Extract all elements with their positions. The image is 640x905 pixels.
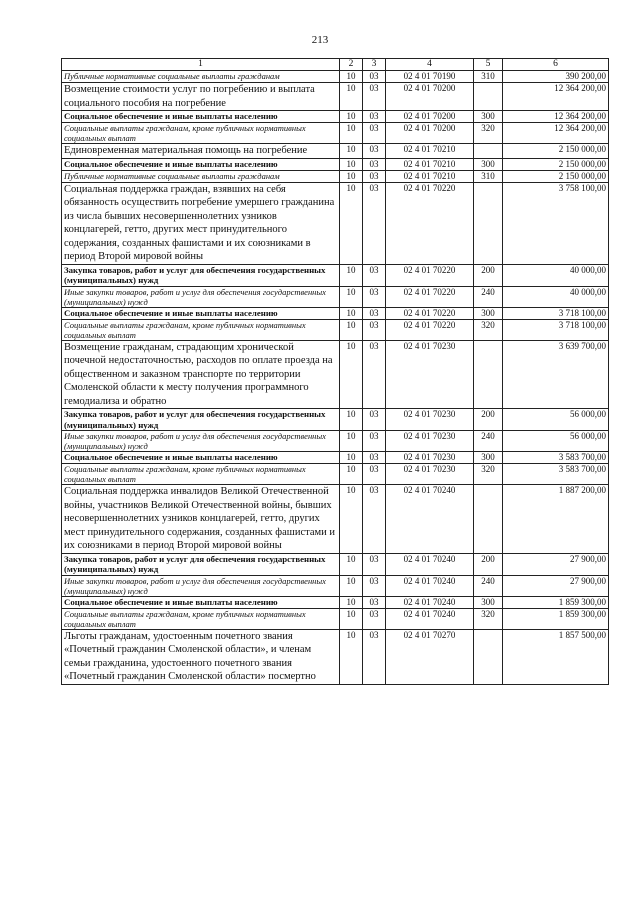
row-subsection-cell: 03	[363, 307, 386, 319]
row-section-cell: 10	[340, 409, 363, 431]
row-name-cell: Единовременная материальная помощь на погребение	[62, 144, 340, 159]
row-expense-type-cell: 300	[474, 111, 503, 123]
budget-table	[61, 58, 609, 685]
table-row	[62, 319, 609, 340]
row-section-cell: 10	[340, 123, 363, 144]
table-row	[62, 307, 609, 319]
row-section-cell: 10	[340, 340, 363, 409]
table-row	[62, 452, 609, 464]
row-name-cell: Иные закупки товаров, работ и услуг для обеспечения государственных (муниципальных) нужд	[62, 431, 340, 452]
row-subsection-cell: 03	[363, 553, 386, 575]
row-subsection-cell: 03	[363, 340, 386, 409]
row-amount-cell: 40 000,00	[503, 264, 609, 286]
row-name-cell: Социальная поддержка граждан, взявших на себя обязанность осуществить погребение умершего гражданина из числа бывших несовершеннолетних узников концлагерей, гетто, других мест принудительного содержания, созданных фашистами и их союзниками в период Второй мировой войны	[62, 182, 340, 264]
row-target-code-cell: 02 4 01 70220	[386, 307, 474, 319]
table-row	[62, 170, 609, 182]
row-target-code-cell: 02 4 01 70200	[386, 123, 474, 144]
row-subsection-cell: 03	[363, 431, 386, 452]
row-amount-cell: 56 000,00	[503, 431, 609, 452]
row-target-code-cell: 02 4 01 70230	[386, 431, 474, 452]
row-name-cell: Социальные выплаты гражданам, кроме публичных нормативных социальных выплат	[62, 319, 340, 340]
row-expense-type-cell: 240	[474, 575, 503, 596]
row-section-cell: 10	[340, 431, 363, 452]
row-expense-type-cell	[474, 83, 503, 111]
row-name-cell: Социальное обеспечение и иные выплаты населению	[62, 307, 340, 319]
column-header-target-code: 4	[386, 59, 474, 71]
row-subsection-cell: 03	[363, 596, 386, 608]
table-row	[62, 608, 609, 629]
table-row	[62, 111, 609, 123]
row-target-code-cell: 02 4 01 70230	[386, 452, 474, 464]
row-target-code-cell: 02 4 01 70200	[386, 111, 474, 123]
row-expense-type-cell: 300	[474, 452, 503, 464]
row-amount-cell: 3 718 100,00	[503, 307, 609, 319]
table-row	[62, 553, 609, 575]
row-expense-type-cell	[474, 629, 503, 684]
column-header-name: 1	[62, 59, 340, 71]
row-expense-type-cell: 320	[474, 608, 503, 629]
table-row	[62, 431, 609, 452]
row-name-cell: Публичные нормативные социальные выплаты гражданам	[62, 170, 340, 182]
row-expense-type-cell: 200	[474, 264, 503, 286]
row-name-cell: Закупка товаров, работ и услуг для обеспечения государственных (муниципальных) нужд	[62, 264, 340, 286]
page-number: 213	[311, 34, 329, 46]
row-expense-type-cell: 300	[474, 307, 503, 319]
row-target-code-cell: 02 4 01 70210	[386, 170, 474, 182]
row-subsection-cell: 03	[363, 608, 386, 629]
row-name-cell: Социальные выплаты гражданам, кроме публичных нормативных социальных выплат	[62, 123, 340, 144]
row-expense-type-cell: 320	[474, 123, 503, 144]
column-header-subsection: 3	[363, 59, 386, 71]
row-amount-cell: 12 364 200,00	[503, 83, 609, 111]
row-name-cell: Социальное обеспечение и иные выплаты населению	[62, 158, 340, 170]
row-subsection-cell: 03	[363, 71, 386, 83]
row-amount-cell: 3 583 700,00	[503, 464, 609, 485]
table-row	[62, 629, 609, 684]
row-target-code-cell: 02 4 01 70240	[386, 608, 474, 629]
column-header-section: 2	[340, 59, 363, 71]
row-name-cell: Публичные нормативные социальные выплаты гражданам	[62, 71, 340, 83]
table-row	[62, 340, 609, 409]
row-section-cell: 10	[340, 452, 363, 464]
row-name-cell: Закупка товаров, работ и услуг для обеспечения государственных (муниципальных) нужд	[62, 553, 340, 575]
row-expense-type-cell: 300	[474, 158, 503, 170]
row-target-code-cell: 02 4 01 70190	[386, 71, 474, 83]
row-section-cell: 10	[340, 596, 363, 608]
row-amount-cell: 1 857 500,00	[503, 629, 609, 684]
row-target-code-cell: 02 4 01 70200	[386, 83, 474, 111]
row-amount-cell: 390 200,00	[503, 71, 609, 83]
row-target-code-cell: 02 4 01 70230	[386, 340, 474, 409]
table-row	[62, 158, 609, 170]
row-amount-cell: 2 150 000,00	[503, 144, 609, 159]
row-subsection-cell: 03	[363, 464, 386, 485]
row-target-code-cell: 02 4 01 70230	[386, 409, 474, 431]
row-subsection-cell: 03	[363, 158, 386, 170]
row-amount-cell: 3 758 100,00	[503, 182, 609, 264]
row-section-cell: 10	[340, 307, 363, 319]
row-subsection-cell: 03	[363, 629, 386, 684]
row-subsection-cell: 03	[363, 264, 386, 286]
row-name-cell: Социальное обеспечение и иные выплаты населению	[62, 452, 340, 464]
row-section-cell: 10	[340, 182, 363, 264]
row-section-cell: 10	[340, 71, 363, 83]
row-name-cell: Социальная поддержка инвалидов Великой Отечественной войны, участников Великой Отечественной войны, бывших несовершеннолетних узников концлагерей, гетто, других мест принудительного содержания, созданных фашистами и их союзниками в период Второй мировой войны	[62, 485, 340, 554]
row-section-cell: 10	[340, 464, 363, 485]
row-section-cell: 10	[340, 144, 363, 159]
table-row	[62, 409, 609, 431]
table-row	[62, 575, 609, 596]
row-name-cell: Социальное обеспечение и иные выплаты населению	[62, 111, 340, 123]
row-expense-type-cell: 320	[474, 319, 503, 340]
row-section-cell: 10	[340, 553, 363, 575]
row-section-cell: 10	[340, 170, 363, 182]
row-amount-cell: 1 859 300,00	[503, 596, 609, 608]
row-subsection-cell: 03	[363, 111, 386, 123]
row-name-cell: Социальные выплаты гражданам, кроме публичных нормативных социальных выплат	[62, 464, 340, 485]
row-section-cell: 10	[340, 264, 363, 286]
row-name-cell: Социальное обеспечение и иные выплаты населению	[62, 596, 340, 608]
row-name-cell: Льготы гражданам, удостоенным почетного звания «Почетный гражданин Смоленской области», и членам семьи гражданина, удостоенного почетного звания «Почетный гражданин Смоленской области» посмертно	[62, 629, 340, 684]
row-amount-cell: 2 150 000,00	[503, 158, 609, 170]
table-row	[62, 71, 609, 83]
row-target-code-cell: 02 4 01 70220	[386, 319, 474, 340]
row-expense-type-cell: 310	[474, 71, 503, 83]
row-target-code-cell: 02 4 01 70240	[386, 575, 474, 596]
table-row	[62, 485, 609, 554]
row-expense-type-cell	[474, 485, 503, 554]
row-target-code-cell: 02 4 01 70240	[386, 485, 474, 554]
row-name-cell: Социальные выплаты гражданам, кроме публичных нормативных социальных выплат	[62, 608, 340, 629]
row-subsection-cell: 03	[363, 170, 386, 182]
row-expense-type-cell: 240	[474, 286, 503, 307]
row-amount-cell: 2 150 000,00	[503, 170, 609, 182]
row-expense-type-cell: 200	[474, 553, 503, 575]
row-amount-cell: 1 887 200,00	[503, 485, 609, 554]
row-amount-cell: 12 364 200,00	[503, 111, 609, 123]
row-section-cell: 10	[340, 319, 363, 340]
row-target-code-cell: 02 4 01 70230	[386, 464, 474, 485]
table-row	[62, 464, 609, 485]
row-expense-type-cell: 300	[474, 596, 503, 608]
row-section-cell: 10	[340, 111, 363, 123]
table-row	[62, 596, 609, 608]
row-amount-cell: 1 859 300,00	[503, 608, 609, 629]
row-amount-cell: 27 900,00	[503, 575, 609, 596]
row-section-cell: 10	[340, 286, 363, 307]
row-subsection-cell: 03	[363, 452, 386, 464]
column-header-amount: 6	[503, 59, 609, 71]
row-subsection-cell: 03	[363, 485, 386, 554]
row-subsection-cell: 03	[363, 409, 386, 431]
row-target-code-cell: 02 4 01 70210	[386, 158, 474, 170]
row-target-code-cell: 02 4 01 70240	[386, 596, 474, 608]
row-section-cell: 10	[340, 83, 363, 111]
table-row	[62, 264, 609, 286]
row-name-cell: Иные закупки товаров, работ и услуг для обеспечения государственных (муниципальных) нужд	[62, 575, 340, 596]
row-amount-cell: 3 583 700,00	[503, 452, 609, 464]
table-row	[62, 83, 609, 111]
row-section-cell: 10	[340, 608, 363, 629]
row-subsection-cell: 03	[363, 182, 386, 264]
row-expense-type-cell	[474, 144, 503, 159]
table-row	[62, 144, 609, 159]
row-target-code-cell: 02 4 01 70220	[386, 264, 474, 286]
table-row	[62, 182, 609, 264]
row-name-cell: Возмещение стоимости услуг по погребению и выплата социального пособия на погребение	[62, 83, 340, 111]
row-section-cell: 10	[340, 158, 363, 170]
row-amount-cell: 3 718 100,00	[503, 319, 609, 340]
row-section-cell: 10	[340, 629, 363, 684]
row-expense-type-cell: 200	[474, 409, 503, 431]
row-subsection-cell: 03	[363, 319, 386, 340]
table-row	[62, 123, 609, 144]
row-amount-cell: 27 900,00	[503, 553, 609, 575]
row-target-code-cell: 02 4 01 70210	[386, 144, 474, 159]
row-subsection-cell: 03	[363, 575, 386, 596]
row-expense-type-cell: 310	[474, 170, 503, 182]
row-expense-type-cell	[474, 182, 503, 264]
row-target-code-cell: 02 4 01 70240	[386, 553, 474, 575]
row-name-cell: Закупка товаров, работ и услуг для обеспечения государственных (муниципальных) нужд	[62, 409, 340, 431]
table-header-row	[62, 59, 609, 71]
row-name-cell: Возмещение гражданам, страдающим хронической почечной недостаточностью, расходов по оплате проезда на общественном и заказном транспорте по территории Смоленской области к месту получения программного гемодиализа и обратно	[62, 340, 340, 409]
row-subsection-cell: 03	[363, 144, 386, 159]
row-subsection-cell: 03	[363, 123, 386, 144]
table-row	[62, 286, 609, 307]
row-amount-cell: 40 000,00	[503, 286, 609, 307]
row-amount-cell: 3 639 700,00	[503, 340, 609, 409]
row-target-code-cell: 02 4 01 70270	[386, 629, 474, 684]
row-amount-cell: 12 364 200,00	[503, 123, 609, 144]
row-section-cell: 10	[340, 485, 363, 554]
row-expense-type-cell: 320	[474, 464, 503, 485]
row-subsection-cell: 03	[363, 83, 386, 111]
row-name-cell: Иные закупки товаров, работ и услуг для обеспечения государственных (муниципальных) нужд	[62, 286, 340, 307]
row-amount-cell: 56 000,00	[503, 409, 609, 431]
row-section-cell: 10	[340, 575, 363, 596]
row-target-code-cell: 02 4 01 70220	[386, 182, 474, 264]
row-expense-type-cell	[474, 340, 503, 409]
row-target-code-cell: 02 4 01 70220	[386, 286, 474, 307]
column-header-expense-type: 5	[474, 59, 503, 71]
row-subsection-cell: 03	[363, 286, 386, 307]
row-expense-type-cell: 240	[474, 431, 503, 452]
